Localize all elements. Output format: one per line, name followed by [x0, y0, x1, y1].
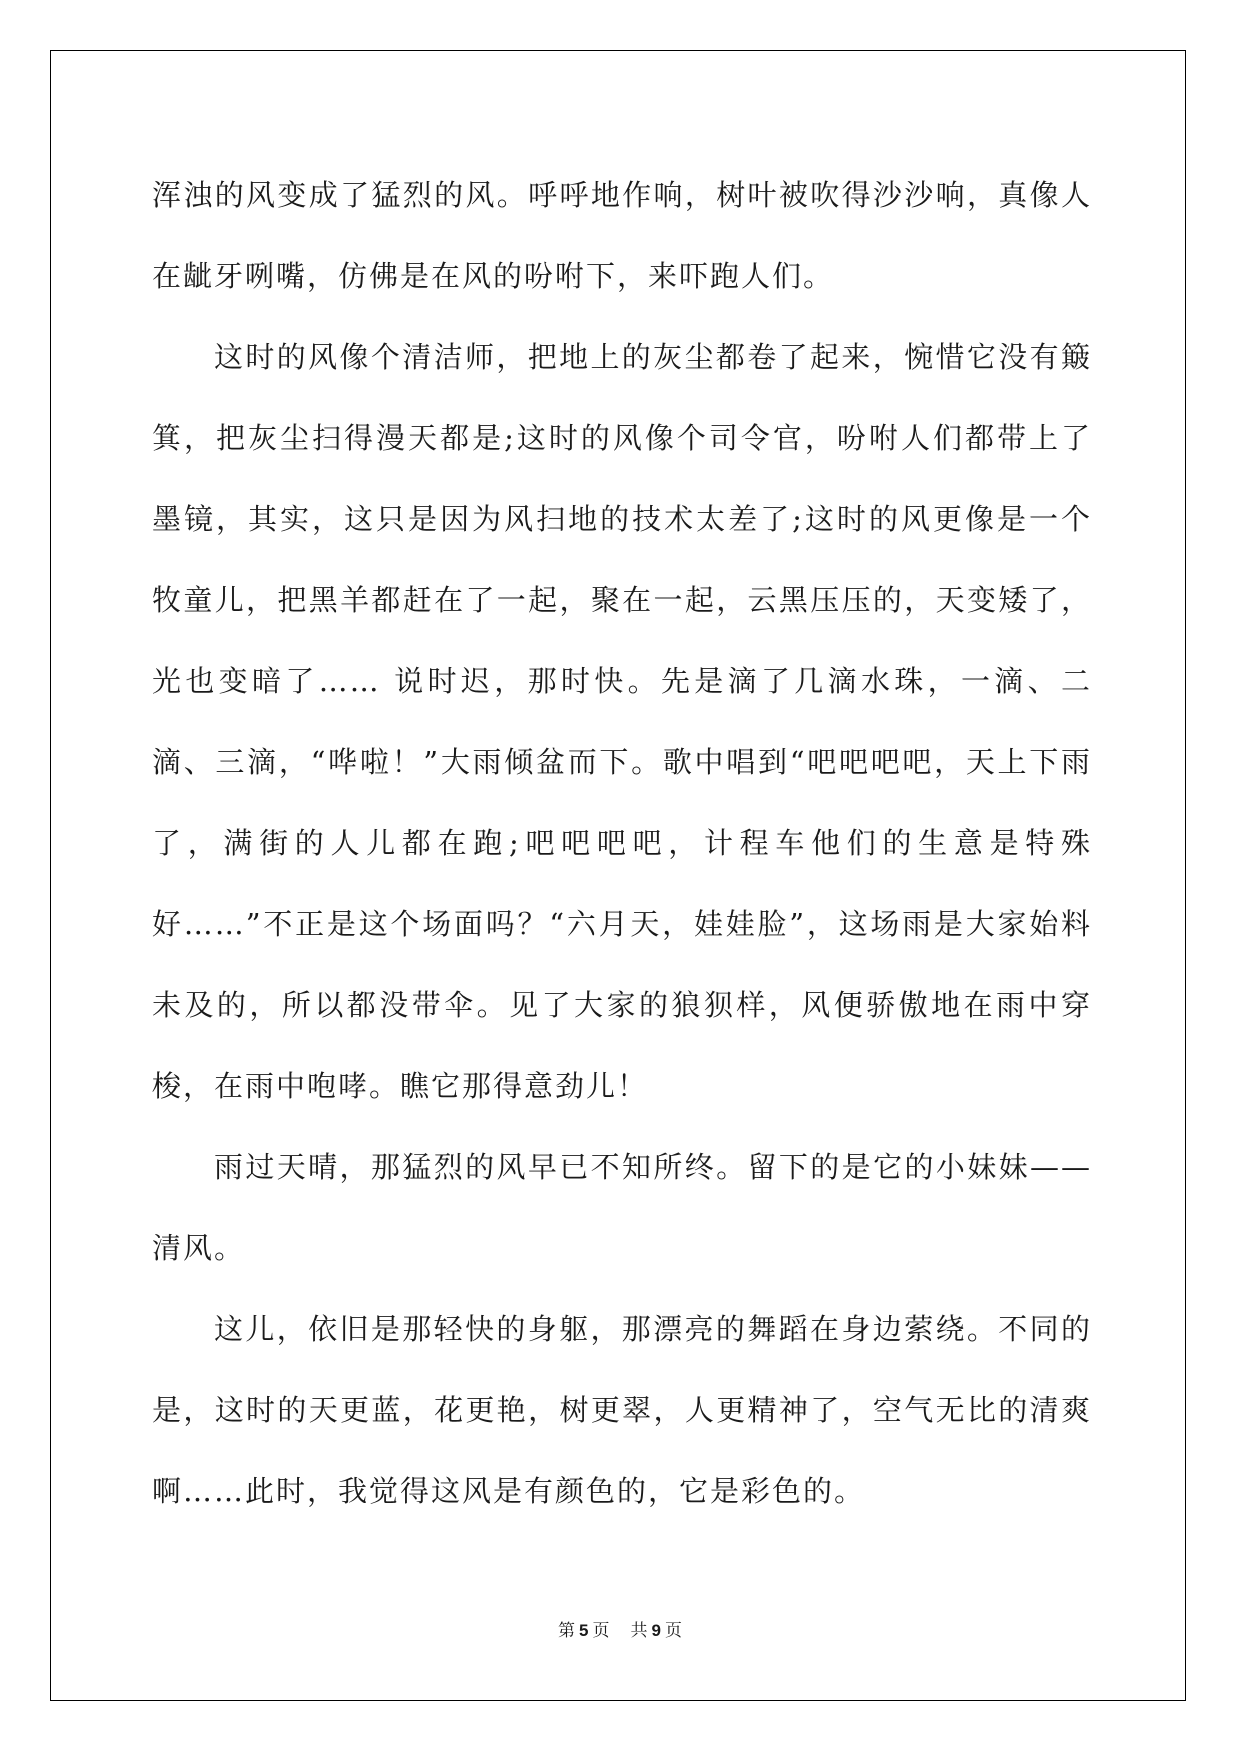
paragraph-2: 这时的风像个清洁师，把地上的灰尘都卷了起来，惋惜它没有簸箕，把灰尘扫得漫天都是;这时的风像个司令官，吩咐人们都带上了墨镜，其实，这只是因为风扫地的技术太差了;这时的风更像是一个牧童儿，把黑羊都赶在了一起，聚在一起，云黑压压的，天变矮了，光也变暗了…… 说时迟，那时快。先是滴了几滴水珠，一滴、二滴、三滴，“哗啦！”大雨倾盆而下。歌中唱到“吧吧吧吧，天上下雨了，满街的人儿都在跑;吧吧吧吧，计程车他们的生意是特殊好……”不正是这个场面吗？“六月天，娃娃脸”，这场雨是大家始料未及的，所以都没带伞。见了大家的狼狈样，风便骄傲地在雨中穿梭，在雨中咆哮。瞧它那得意劲儿！ — [152, 340, 1092, 1103]
paragraph-1: 浑浊的风变成了猛烈的风。呼呼地作响，树叶被吹得沙沙响，真像人在龇牙咧嘴，仿佛是在风的吩咐下，来吓跑人们。 — [152, 178, 1092, 293]
page-number: 5 — [579, 1621, 590, 1640]
page-footer — [0, 1616, 1241, 1641]
total-prefix: 共 — [630, 1621, 649, 1640]
paragraph-4: 这儿，依旧是那轻快的身躯，那漂亮的舞蹈在身边萦绕。不同的是，这时的天更蓝，花更艳，树更翠，人更精神了，空气无比的清爽啊……此时，我觉得这风是有颜色的，它是彩色的。 — [152, 1312, 1092, 1508]
total-pages: 9 — [651, 1621, 662, 1640]
paragraph-3: 雨过天晴，那猛烈的风早已不知所终。留下的是它的小妹妹——清风。 — [152, 1150, 1092, 1265]
page-prefix: 第 — [558, 1621, 577, 1640]
page-suffix: 页 — [592, 1621, 611, 1640]
document-body — [152, 155, 1092, 1532]
total-suffix: 页 — [664, 1621, 683, 1640]
